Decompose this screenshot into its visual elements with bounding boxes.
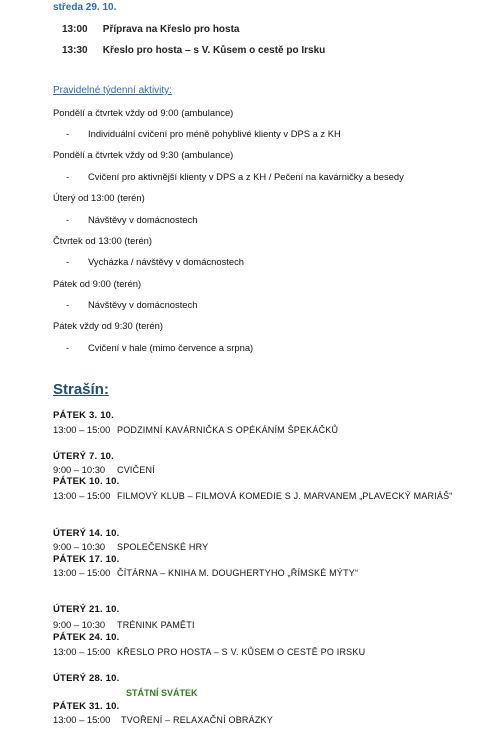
- schedule-day: PÁTEK 17. 10.: [53, 554, 120, 565]
- bullet-dash: -: [66, 214, 70, 225]
- schedule-time: 13:00 – 15:00: [53, 490, 111, 501]
- event-time: 13:30: [62, 45, 88, 56]
- schedule-row: [53, 541, 208, 552]
- schedule-time: 13:00 – 15:00: [53, 567, 111, 578]
- schedule-day: PÁTEK 24. 10.: [53, 632, 120, 643]
- schedule-day: ÚTERÝ 21. 10.: [53, 604, 120, 615]
- schedule-time: 9:00 – 10:30: [53, 541, 106, 552]
- bullet-dash: -: [66, 171, 70, 182]
- bullet-dash: -: [66, 342, 70, 353]
- schedule-row: [53, 714, 273, 725]
- schedule-activity: CVIČENÍ: [117, 465, 155, 475]
- activity-when: Pondělí a čtvrtek vždy od 9:30 (ambulance): [53, 149, 234, 160]
- activity-what: [66, 128, 341, 139]
- activity-when: Pondělí a čtvrtek vždy od 9:00 (ambulance): [53, 107, 234, 118]
- schedule-row: [53, 464, 155, 475]
- schedule-activity: TVOŘENÍ – RELAXAČNÍ OBRÁZKY: [121, 715, 273, 725]
- schedule-day: PÁTEK 3. 10.: [53, 410, 115, 421]
- schedule-day: ÚTERÝ 28. 10.: [53, 673, 120, 684]
- event-time: 13:00: [62, 24, 88, 35]
- bullet-dash: -: [66, 256, 70, 267]
- activity-what: [66, 299, 197, 310]
- schedule-day: PÁTEK 31. 10.: [53, 701, 120, 712]
- schedule-time: 13:00 – 15:00: [53, 424, 111, 435]
- schedule-time: 9:00 – 10:30: [53, 619, 106, 630]
- schedule-activity: PODZIMNÍ KAVÁRNIČKA S OPÉKÁNÍM ŠPEKÁČKŮ: [117, 425, 339, 435]
- schedule-day: PÁTEK 10. 10.: [53, 476, 120, 487]
- event-row: [62, 45, 325, 56]
- activity-what: [66, 214, 197, 225]
- bullet-dash: -: [66, 128, 70, 139]
- schedule-time: 9:00 – 10:30: [53, 464, 106, 475]
- activity-what: [66, 256, 244, 267]
- holiday-label: STÁTNÍ SVÁTEK: [126, 688, 198, 698]
- activity-what: [66, 171, 404, 182]
- bullet-dash: -: [66, 299, 70, 310]
- schedule-activity: KŘESLO PRO HOSTA – S V. KŮSEM O CESTĚ PO IRSKU: [117, 647, 366, 657]
- event-row: [62, 24, 240, 35]
- activity-when: Čtvrtek od 13:00 (terén): [53, 235, 153, 246]
- activity-what: [66, 342, 253, 353]
- schedule-time: 13:00 – 15:00: [53, 714, 111, 725]
- activity-description: Vycházka / návštěvy v domácnostech: [88, 256, 244, 267]
- day-heading: středa 29. 10.: [53, 2, 117, 13]
- schedule-row: [53, 646, 365, 657]
- schedule-row: [53, 567, 358, 578]
- schedule-row: [53, 490, 452, 501]
- activity-when: Úterý od 13:00 (terén): [53, 192, 145, 203]
- activity-description: Cvičení v hale (mimo července a srpna): [88, 342, 254, 353]
- schedule-activity: SPOLEČENSKÉ HRY: [117, 542, 209, 552]
- schedule-activity: FILMOVÝ KLUB – FILMOVÁ KOMEDIE S J. MARVANEM „PLAVECKÝ MARIÁŠ“: [117, 491, 453, 501]
- weekly-activities-heading: Pravidelné týdenní aktivity:: [53, 85, 172, 96]
- schedule-activity: ČÍTÁRNA – KNIHA M. DOUGHERTYHO „ŘÍMSKÉ MÝTY“: [117, 568, 359, 578]
- schedule-day: ÚTERÝ 14. 10.: [53, 528, 120, 539]
- event-text: Příprava na Křeslo pro hosta: [102, 24, 240, 35]
- activity-description: Návštěvy v domácnostech: [88, 299, 198, 310]
- activity-description: Návštěvy v domácnostech: [88, 214, 198, 225]
- schedule-activity: TRÉNINK PAMĚTI: [117, 620, 195, 630]
- schedule-row: [53, 424, 338, 435]
- section-title-strasin: Strašín:: [53, 381, 109, 398]
- schedule-day: ÚTERÝ 7. 10.: [53, 451, 115, 462]
- schedule-time: 13:00 – 15:00: [53, 646, 111, 657]
- activity-description: Individuální cvičení pro méně pohyblivé klienty v DPS a z KH: [88, 128, 341, 139]
- activity-description: Cvičení pro aktivnější klienty v DPS a z KH / Pečení na kavárničky a besedy: [88, 171, 404, 182]
- schedule-row: [53, 619, 195, 630]
- activity-when: Pátek vždy od 9:30 (terén): [53, 320, 163, 331]
- activity-when: Pátek od 9:00 (terén): [53, 278, 142, 289]
- event-text: Křeslo pro hosta – s V. Kůsem o cestě po Irsku: [102, 45, 326, 56]
